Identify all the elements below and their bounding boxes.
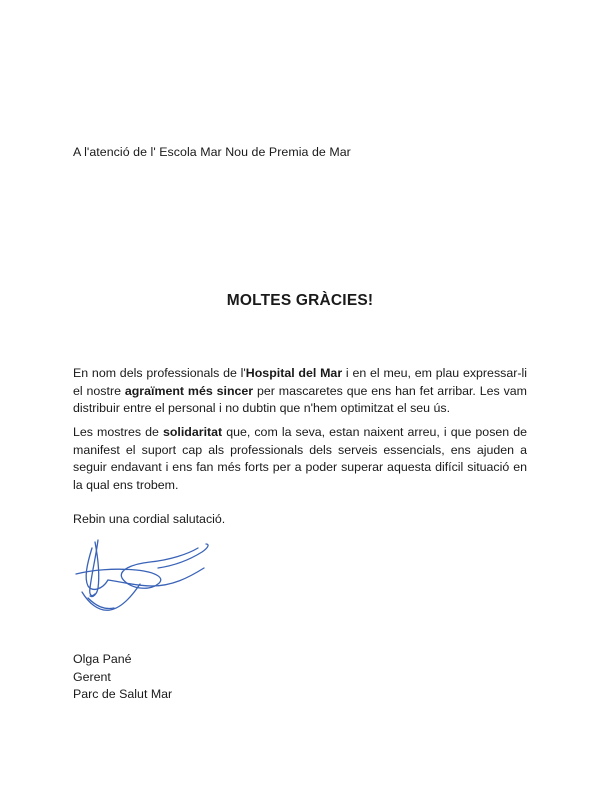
letter-title: MOLTES GRÀCIES! [226,292,374,309]
solidarity-bold: solidaritat [162,425,223,439]
paragraph-text: En nom dels professionals de l' [73,366,246,380]
paragraph-text: i en el meu, em plau expressar-li el nostre [73,366,527,398]
paragraph-text: per mascaretes que ens han fet arribar. Les vam distribuir entre el personal i no dubtin que n'hem optimitzat el seu ús. [73,383,527,415]
signer-organization: Parc de Salut Mar [73,687,173,701]
handwritten-signature [62,528,222,628]
paragraph-thanks [73,365,527,418]
paragraph-text: que, com la seva, estan naixent arreu, i que posen de manifest el suport cap als professionals dels serveis essencials, ens ajuden a seguir endavant i ens fan més forts per a poder superar aquesta difícil situació en la qual ens trobem. [73,425,527,492]
closing-line: Rebin una cordial salutació. [73,512,226,526]
signer-role: Gerent [73,669,111,684]
addressee-line: A l'atenció de l' Escola Mar Nou de Premia de Mar [73,145,351,159]
signer-name: Olga Pané [73,652,132,666]
signer-block [73,651,172,704]
gratitude-bold: agraïment més sincer [124,383,254,398]
paragraph-text: Les mostres de [73,425,163,439]
paragraph-solidarity [73,424,527,494]
hospital-name-bold: Hospital del Mar [245,366,343,380]
